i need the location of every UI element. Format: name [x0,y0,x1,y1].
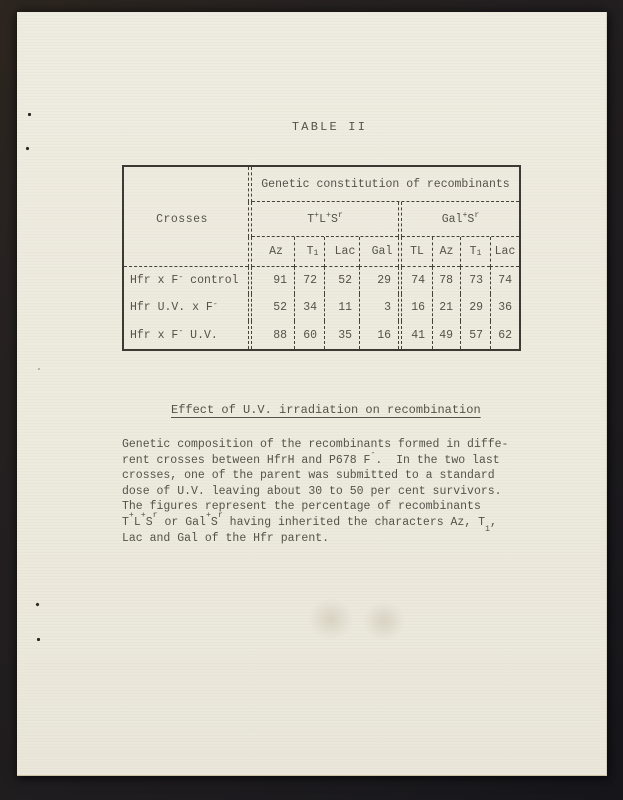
table-value-cell: 72 [294,267,324,294]
table-value-cell: 74 [411,274,425,287]
group-header-gals: Gal + S $^r$ [402,202,519,237]
paragraph-line: crosses, one of the parent was submitted to a standard [122,469,495,483]
table-main-header: Genetic constitution of recombinants [252,167,519,202]
table-value-cell: 57 [460,321,490,349]
watermark-smudge [355,594,413,648]
document-page [17,12,607,776]
table-value-cell: 3 [359,294,398,321]
table-title: TABLE II [291,120,368,134]
dust-speck [26,147,30,151]
table-row [124,294,519,321]
watermark-smudge [300,590,362,648]
dust-speck [28,113,31,116]
table-value-cell: 52 [273,301,287,314]
table-value-cell: 29 [460,294,490,321]
column-header: Az [432,237,460,267]
table-value-cell: 34 [294,294,324,321]
table-value-cell: 11 [324,294,359,321]
paragraph-line: The figures represent the percentage of recombinants [122,500,481,514]
table-value-cell: 88 [273,328,287,342]
dust-speck [35,602,39,606]
column-header: TL [402,237,432,267]
table-value-cell: 36 [490,294,519,321]
column-header: Az [252,237,294,267]
table-corner-label: Crosses [156,212,208,226]
caption-paragraph [122,437,542,546]
column-header: Gal [359,237,398,267]
row-label: Hfr U.V. x F - [130,299,218,314]
paragraph-line: dose of U.V. leaving about 30 to 50 per cent survivors. [122,484,502,498]
paragraph-line: Lac and Gal of the Hfr parent. [122,531,330,545]
table-value-cell: 91 [273,274,287,287]
table-row [124,321,519,349]
table-value-cell: 78 [432,267,460,294]
row-label: Hfr x F - U.V. [130,327,218,342]
table-value-cell: 16 [411,301,425,314]
table-value-cell: 73 [460,267,490,294]
dust-speck [37,638,40,641]
paragraph-line: rent crosses between HfrH and P678 F-. In the two last [122,448,500,467]
table-value-cell: 52 [324,267,359,294]
column-header: T $_1$ [294,237,324,267]
dust-speck [38,368,40,370]
paragraph-line: Genetic composition of the recombinants formed in diffe- [122,438,509,451]
table-ii [122,165,521,351]
table-value-cell: 41 [411,328,425,342]
section-heading: Effect of U.V. irradiation on recombination [171,403,481,417]
paragraph-line: $T^+L^+S^r$ or $Gal^+S^r$ having inherited the characters Az, $T_1$, [122,511,497,534]
table-value-cell: 62 [490,321,519,349]
table-value-cell: 49 [432,321,460,349]
table-row [124,267,519,294]
table-value-cell: 29 [359,267,398,294]
table-value-cell: 60 [294,321,324,349]
table-value-cell: 21 [432,294,460,321]
group-header-tls: T + L + S $^r$ [252,202,398,237]
column-header: T $_1$ [460,237,490,267]
row-label: Hfr x F - control [130,272,239,287]
table-value-cell: 74 [490,267,519,294]
table-value-cell: 16 [359,321,398,349]
table-value-cell: 35 [324,321,359,349]
column-header: Lac [324,237,359,267]
column-header: Lac [490,237,519,267]
